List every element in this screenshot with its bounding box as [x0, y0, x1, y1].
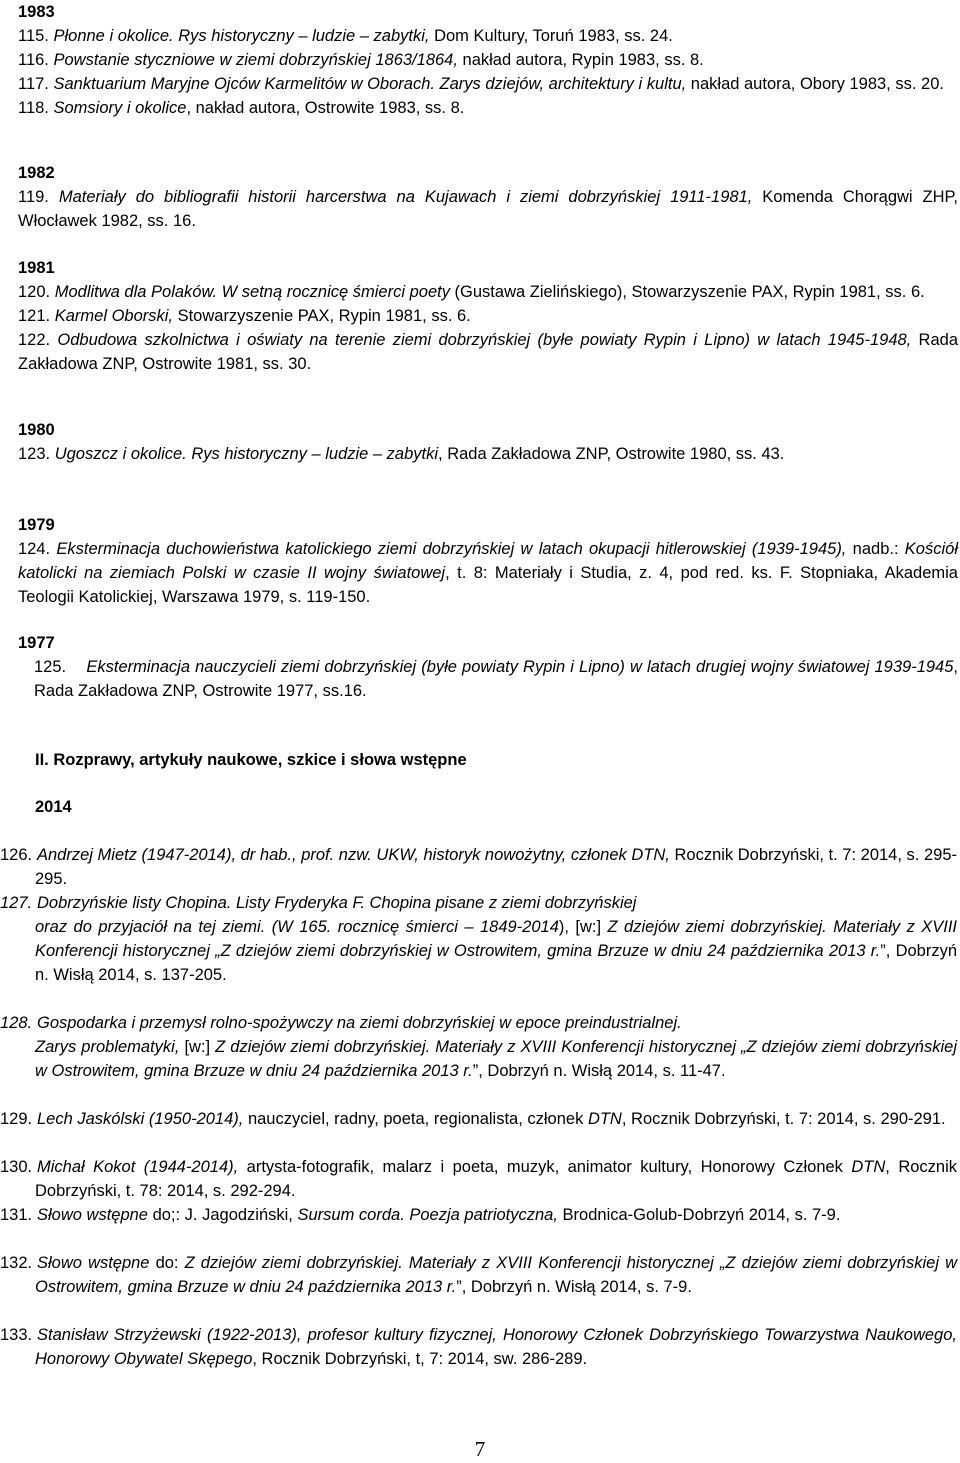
bibliography-entry: 127. Dobrzyńskie listy Chopina. Listy Fryderyka F. Chopina pisane z ziemi dobrzyńskiej oraz do przyjaciół na tej ziemi. (W 165. rocznicę śmierci – 1849-2014), [w:] Z dziejów ziemi dobrzyńskiej. Materiały z XVIII Konferencji historycznej „Z dziejów ziemi dobrzyńskiej w Ostrowitem, gmina Brzuze w dniu 24 października 2013 r.”, Dobrzyń n. Wisłą 2014, s. 137-205. [0, 894, 958, 984]
year-heading: 1981 [18, 259, 55, 277]
year-group-1977 [18, 631, 958, 703]
section-heading: II. Rozprawy, artykuły naukowe, szkice i słowa wstępne [35, 751, 467, 769]
bibliography-entry: 130. Michał Kokot (1944-2014), artysta-fotografik, malarz i poeta, muzyk, animator kultury, Honorowy Członek DTN, Rocznik Dobrzyński, t. 78: 2014, s. 292-294. [0, 1158, 957, 1200]
page-number: 7 [474, 1437, 486, 1461]
year-heading: 1983 [18, 3, 55, 21]
bibliography-entry: 119. Materiały do bibliografii historii harcerstwa na Kujawach i ziemi dobrzyńskiej 1911-1981, Komenda Chorągwi ZHP, Włocławek 1982, ss. 16. [18, 188, 958, 230]
bibliography-entry: 116. Powstanie styczniowe w ziemi dobrzyńskiej 1863/1864, nakład autora, Rypin 1983, ss. 8. [18, 51, 704, 69]
bibliography-entry: 115. Płonne i okolice. Rys historyczny – ludzie – zabytki, Dom Kultury, Toruń 1983, ss. 24. [18, 27, 673, 45]
year-group-1983 [18, 0, 958, 120]
year-group-1982 [18, 161, 958, 233]
bibliography-entry: 129. Lech Jaskólski (1950-2014), nauczyciel, radny, poeta, regionalista, członek DTN, Rocznik Dobrzyński, t. 7: 2014, s. 290-291. [0, 1110, 946, 1128]
bibliography-entry: 133. Stanisław Strzyżewski (1922-2013), profesor kultury fizycznej, Honorowy Członek Dobrzyńskiego Towarzystwa Naukowego, Honorowy Obywatel Skępego, Rocznik Dobrzyński, t, 7: 2014, sw. 286-289. [0, 1326, 957, 1368]
bibliography-entry: 125. Eksterminacja nauczycieli ziemi dobrzyńskiej (byłe powiaty Rypin i Lipno) w latach drugiej wojny światowej 1939-1945, Rada Zakładowa ZNP, Ostrowite 1977, ss.16. [34, 658, 959, 700]
bibliography-entry: 132. Słowo wstępne do: Z dziejów ziemi dobrzyńskiej. Materiały z XVIII Konferencji historycznej „Z dziejów ziemi dobrzyńskiej w Ostrowitem, gmina Brzuze w dniu 24 października 2013 r.”, Dobrzyń n. Wisłą 2014, s. 7-9. [0, 1254, 957, 1296]
year-heading: 1979 [18, 516, 55, 534]
bibliography-entry: 120. Modlitwa dla Polaków. W setną rocznicę śmierci poety (Gustawa Zielińskiego), Stowarzyszenie PAX, Rypin 1981, ss. 6. [18, 283, 925, 301]
bibliography-entry: 118. Somsiory i okolice, nakład autora, Ostrowite 1983, ss. 8. [18, 99, 465, 117]
bibliography-entry: 128. Gospodarka i przemysł rolno-spożywczy na ziemi dobrzyńskiej w epoce preindustrialnej. Zarys problematyki, [w:] Z dziejów ziemi dobrzyńskiej. Materiały z XVIII Konferencji historycznej „Z dziejów ziemi dobrzyńskiej w Ostrowitem, gmina Brzuze w dniu 24 października 2013 r.”, Dobrzyń n. Wisłą 2014, s. 11-47. [0, 1014, 957, 1080]
bibliography-entry: 122. Odbudowa szkolnictwa i oświaty na terenie ziemi dobrzyńskiej (byłe powiaty Rypin i Lipno) w latach 1945-1948, Rada Zakładowa ZNP, Ostrowite 1981, ss. 30. [18, 331, 959, 373]
year-heading: 1977 [18, 634, 55, 652]
bibliography-entry: 124. Eksterminacja duchowieństwa katolickiego ziemi dobrzyńskiej w latach okupacji hitlerowskiej (1939-1945), nadb.: Kościół katolicki na ziemiach Polski w czasie II wojny światowej, t. 8: Materiały i Studia, z. 4, pod red. ks. F. Stopniaka, Akademia Teologii Katolickiej, Warszawa 1979, s. 119-150. [18, 540, 958, 606]
bibliography-entry: 121. Karmel Oborski, Stowarzyszenie PAX, Rypin 1981, ss. 6. [18, 307, 471, 325]
year-heading: 1980 [18, 421, 55, 439]
year-group-1981 [18, 256, 958, 376]
year-group-1979 [18, 513, 958, 609]
bibliography-entry: 131. Słowo wstępne do;: J. Jagodziński, Sursum corda. Poezja patriotyczna, Brodnica-Golub-Dobrzyń 2014, s. 7-9. [0, 1206, 841, 1224]
bibliography-entry: 117. Sanktuarium Maryjne Ojców Karmelitów w Oborach. Zarys dziejów, architektury i kultu, nakład autora, Obory 1983, ss. 20. [18, 75, 944, 93]
year-heading: 2014 [35, 798, 72, 816]
year-group-1980 [18, 418, 958, 466]
bibliography-entry: 126. Andrzej Mietz (1947-2014), dr hab., prof. nzw. UKW, historyk nowożytny, członek DTN, Rocznik Dobrzyński, t. 7: 2014, s. 295-295. [0, 846, 957, 888]
bibliography-entry: 123. Ugoszcz i okolice. Rys historyczny – ludzie – zabytki, Rada Zakładowa ZNP, Ostrowite 1980, ss. 43. [18, 445, 785, 463]
year-heading: 1982 [18, 164, 55, 182]
